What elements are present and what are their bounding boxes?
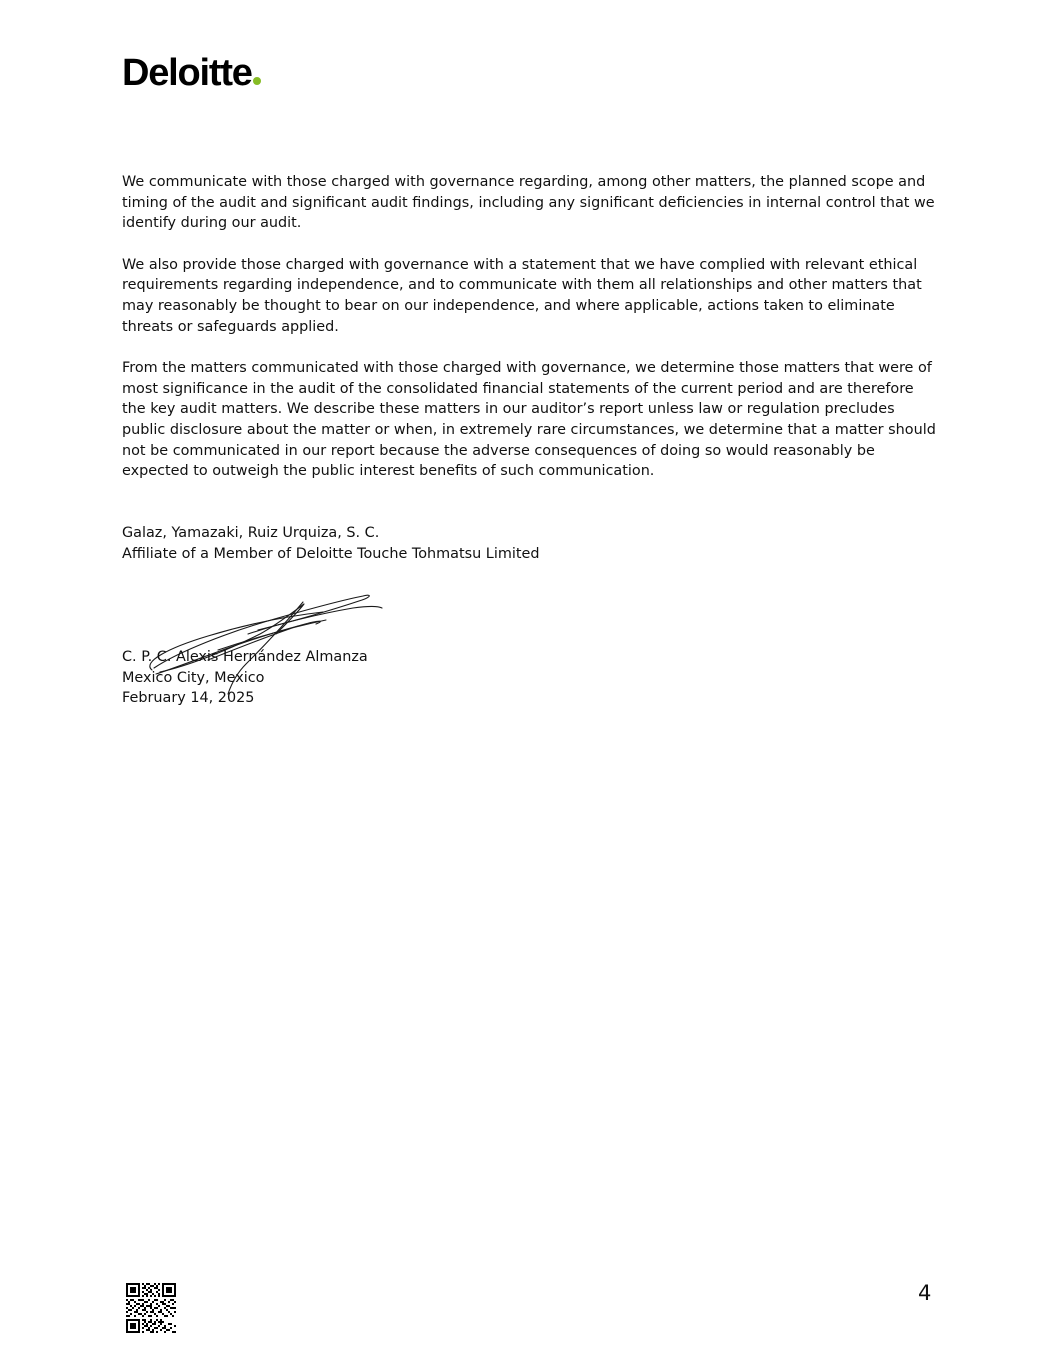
page-number: 4 bbox=[918, 1281, 932, 1305]
paragraph-independence-statement: We also provide those charged with governance with a statement that we have complied with relevant ethical requirements regarding independence, and to communicate with them all relationships and other matters that may reasonably be thought to bear on our independence, and where applicable, actions taken to eliminate threats or safeguards applied. bbox=[122, 256, 922, 335]
firm-name: Galaz, Yamazaki, Ruiz Urquiza, S. C. bbox=[122, 525, 380, 541]
report-body bbox=[122, 172, 937, 503]
qr-code-icon bbox=[126, 1283, 176, 1333]
firm-block bbox=[122, 523, 539, 564]
firm-affiliation: Affiliate of a Member of Deloitte Touche Tohmatsu Limited bbox=[122, 545, 540, 562]
report-date: February 14, 2025 bbox=[122, 690, 255, 707]
paragraph-governance-communication: We communicate with those charged with governance regarding, among other matters, the planned scope and timing of the audit and significant audit findings, including any significant deficiencies in internal control that we identify during our audit. bbox=[122, 174, 935, 232]
paragraph-key-audit-matters: From the matters communicated with those charged with governance, we determine those matters that were of most significance in the audit of the consolidated financial statements of the current period and are therefore the key audit matters. We describe these matters in our auditor’s report unless law or regulation precludes public disclosure about the matter or when, in extremely rare circumstances, we determine that a matter should not be communicated in our report because the adverse consequences of doing so would reasonably be expected to outweigh the public interest benefits of such communication. bbox=[122, 360, 936, 480]
logo-dot-icon bbox=[253, 77, 261, 85]
signer-name: C. P. C. Alexis Hernández Almanza bbox=[122, 649, 368, 665]
signer-location: Mexico City, Mexico bbox=[122, 669, 265, 686]
signer-block bbox=[122, 647, 368, 709]
logo-text: Deloitte bbox=[122, 52, 252, 94]
deloitte-logo bbox=[122, 54, 261, 92]
